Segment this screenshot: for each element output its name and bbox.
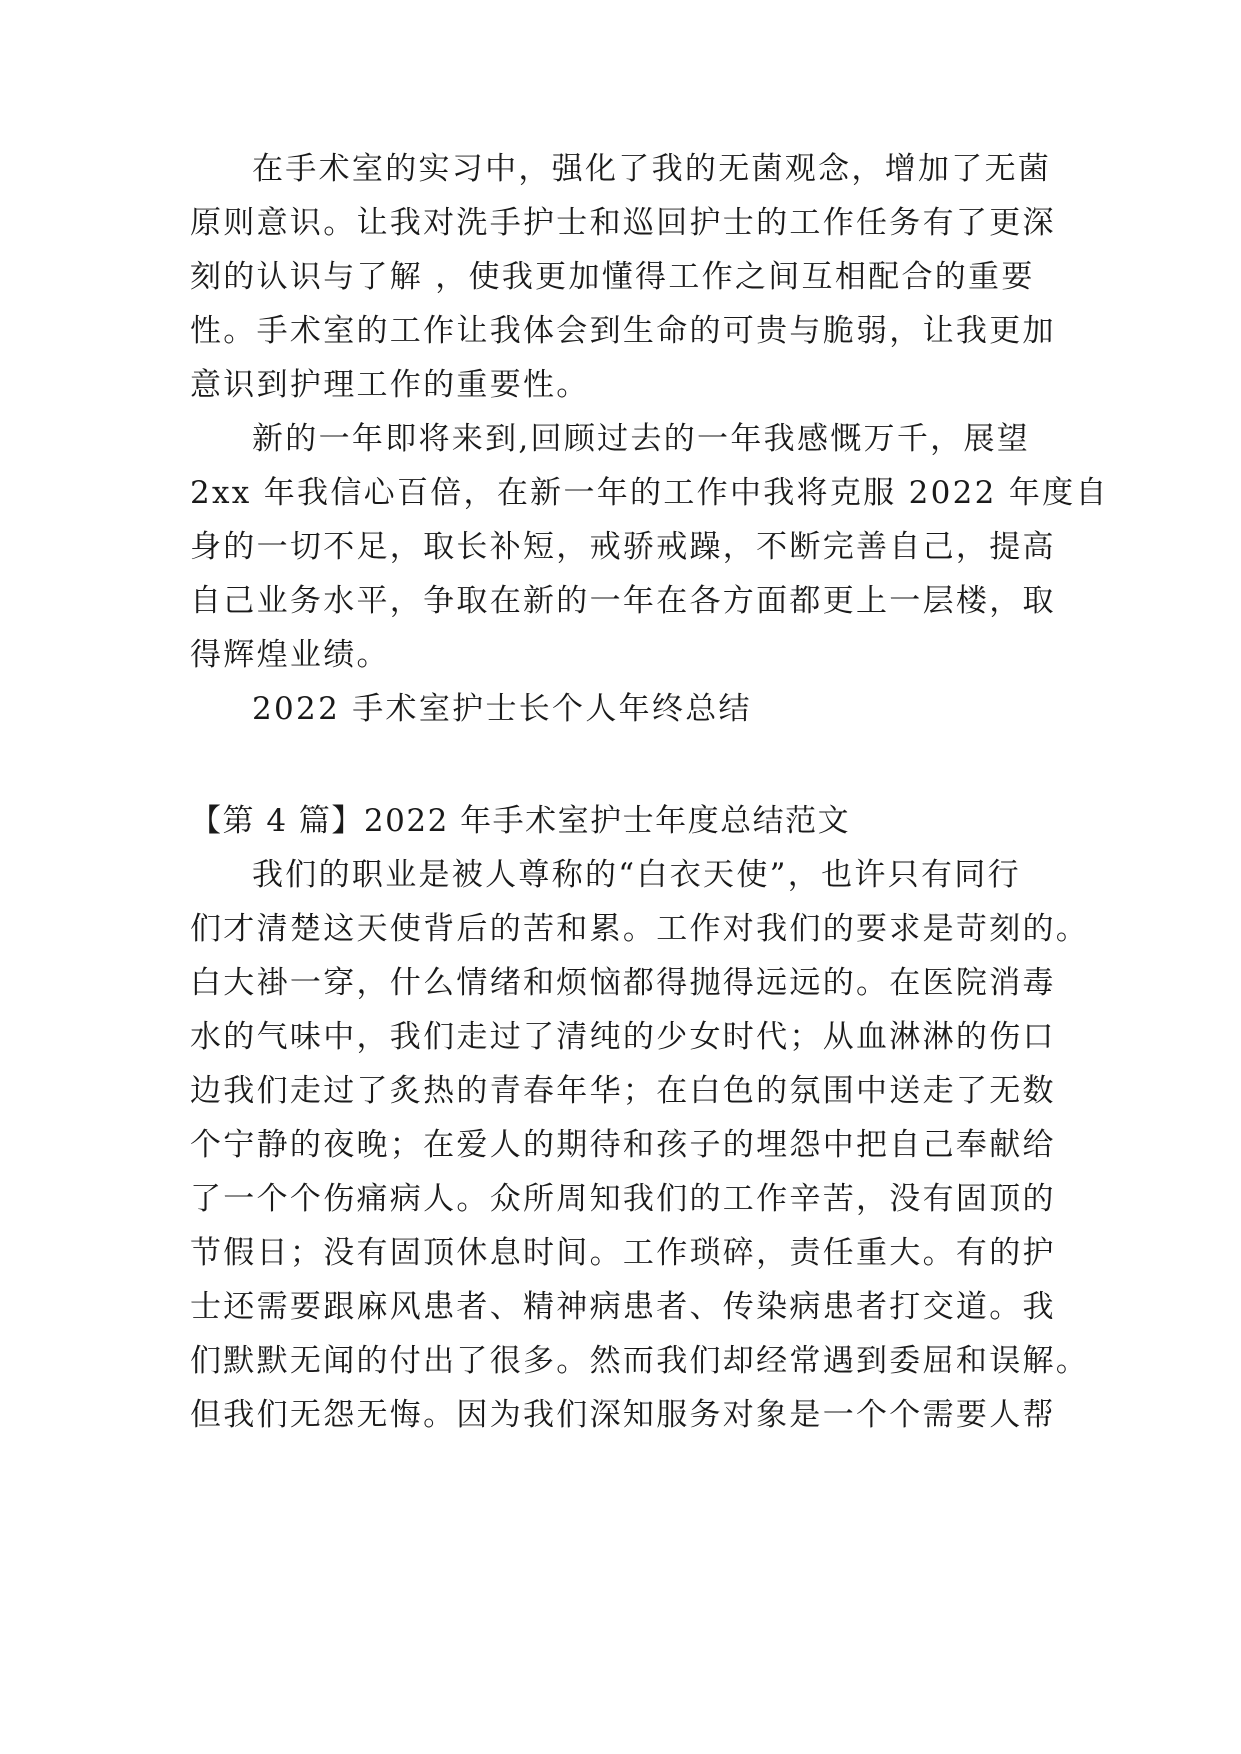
paragraph-line: 意识到护理工作的重要性。 [190, 367, 590, 403]
paragraph-line: 新的一年即将来到,回顾过去的一年我感慨万千，展望 [252, 421, 1031, 457]
paragraph-line: 们默默无闻的付出了很多。然而我们却经常遇到委屈和误解。 [190, 1343, 1090, 1379]
paragraph-line: 性。手术室的工作让我体会到生命的可贵与脆弱，让我更加 [190, 313, 1056, 349]
paragraph-line: 白大褂一穿，什么情绪和烦恼都得抛得远远的。在医院消毒 [190, 965, 1056, 1001]
paragraph-line: 个宁静的夜晚；在爱人的期待和孩子的埋怨中把自己奉献给 [190, 1127, 1056, 1163]
paragraph-line: 但我们无怨无悔。因为我们深知服务对象是一个个需要人帮 [190, 1397, 1056, 1433]
paragraph-line: 2xx 年我信心百倍，在新一年的工作中我将克服 2022 年度自 [190, 475, 1109, 511]
paragraph-line: 自己业务水平，争取在新的一年在各方面都更上一层楼，取 [190, 583, 1056, 619]
paragraph-line: 得辉煌业绩。 [190, 637, 390, 673]
paragraph-line: 们才清楚这天使背后的苦和累。工作对我们的要求是苛刻的。 [190, 911, 1090, 947]
paragraph-line: 身的一切不足，取长补短，戒骄戒躁，不断完善自己，提高 [190, 529, 1056, 565]
paragraph-line: 原则意识。让我对洗手护士和巡回护士的工作任务有了更深 [190, 205, 1056, 241]
paragraph-line: 水的气味中，我们走过了清纯的少女时代；从血淋淋的伤口 [190, 1019, 1056, 1055]
paragraph-line: 边我们走过了炙热的青春年华；在白色的氛围中送走了无数 [190, 1073, 1056, 1109]
section-heading: 【第 4 篇】2022 年手术室护士年度总结范文 [190, 803, 851, 839]
summary-title-line: 2022 手术室护士长个人年终总结 [252, 691, 752, 727]
paragraph-line: 节假日；没有固顶休息时间。工作琐碎，责任重大。有的护 [190, 1235, 1056, 1271]
paragraph-line: 在手术室的实习中，强化了我的无菌观念，增加了无菌 [252, 151, 1052, 187]
paragraph-line: 了一个个伤痛病人。众所周知我们的工作辛苦，没有固顶的 [190, 1181, 1056, 1217]
paragraph-line: 刻的认识与了解 ，使我更加懂得工作之间互相配合的重要 [190, 259, 1035, 295]
paragraph-line: 我们的职业是被人尊称的“白衣天使”，也许只有同行 [252, 857, 1021, 893]
paragraph-line: 士还需要跟麻风患者、精神病患者、传染病患者打交道。我 [190, 1289, 1056, 1325]
